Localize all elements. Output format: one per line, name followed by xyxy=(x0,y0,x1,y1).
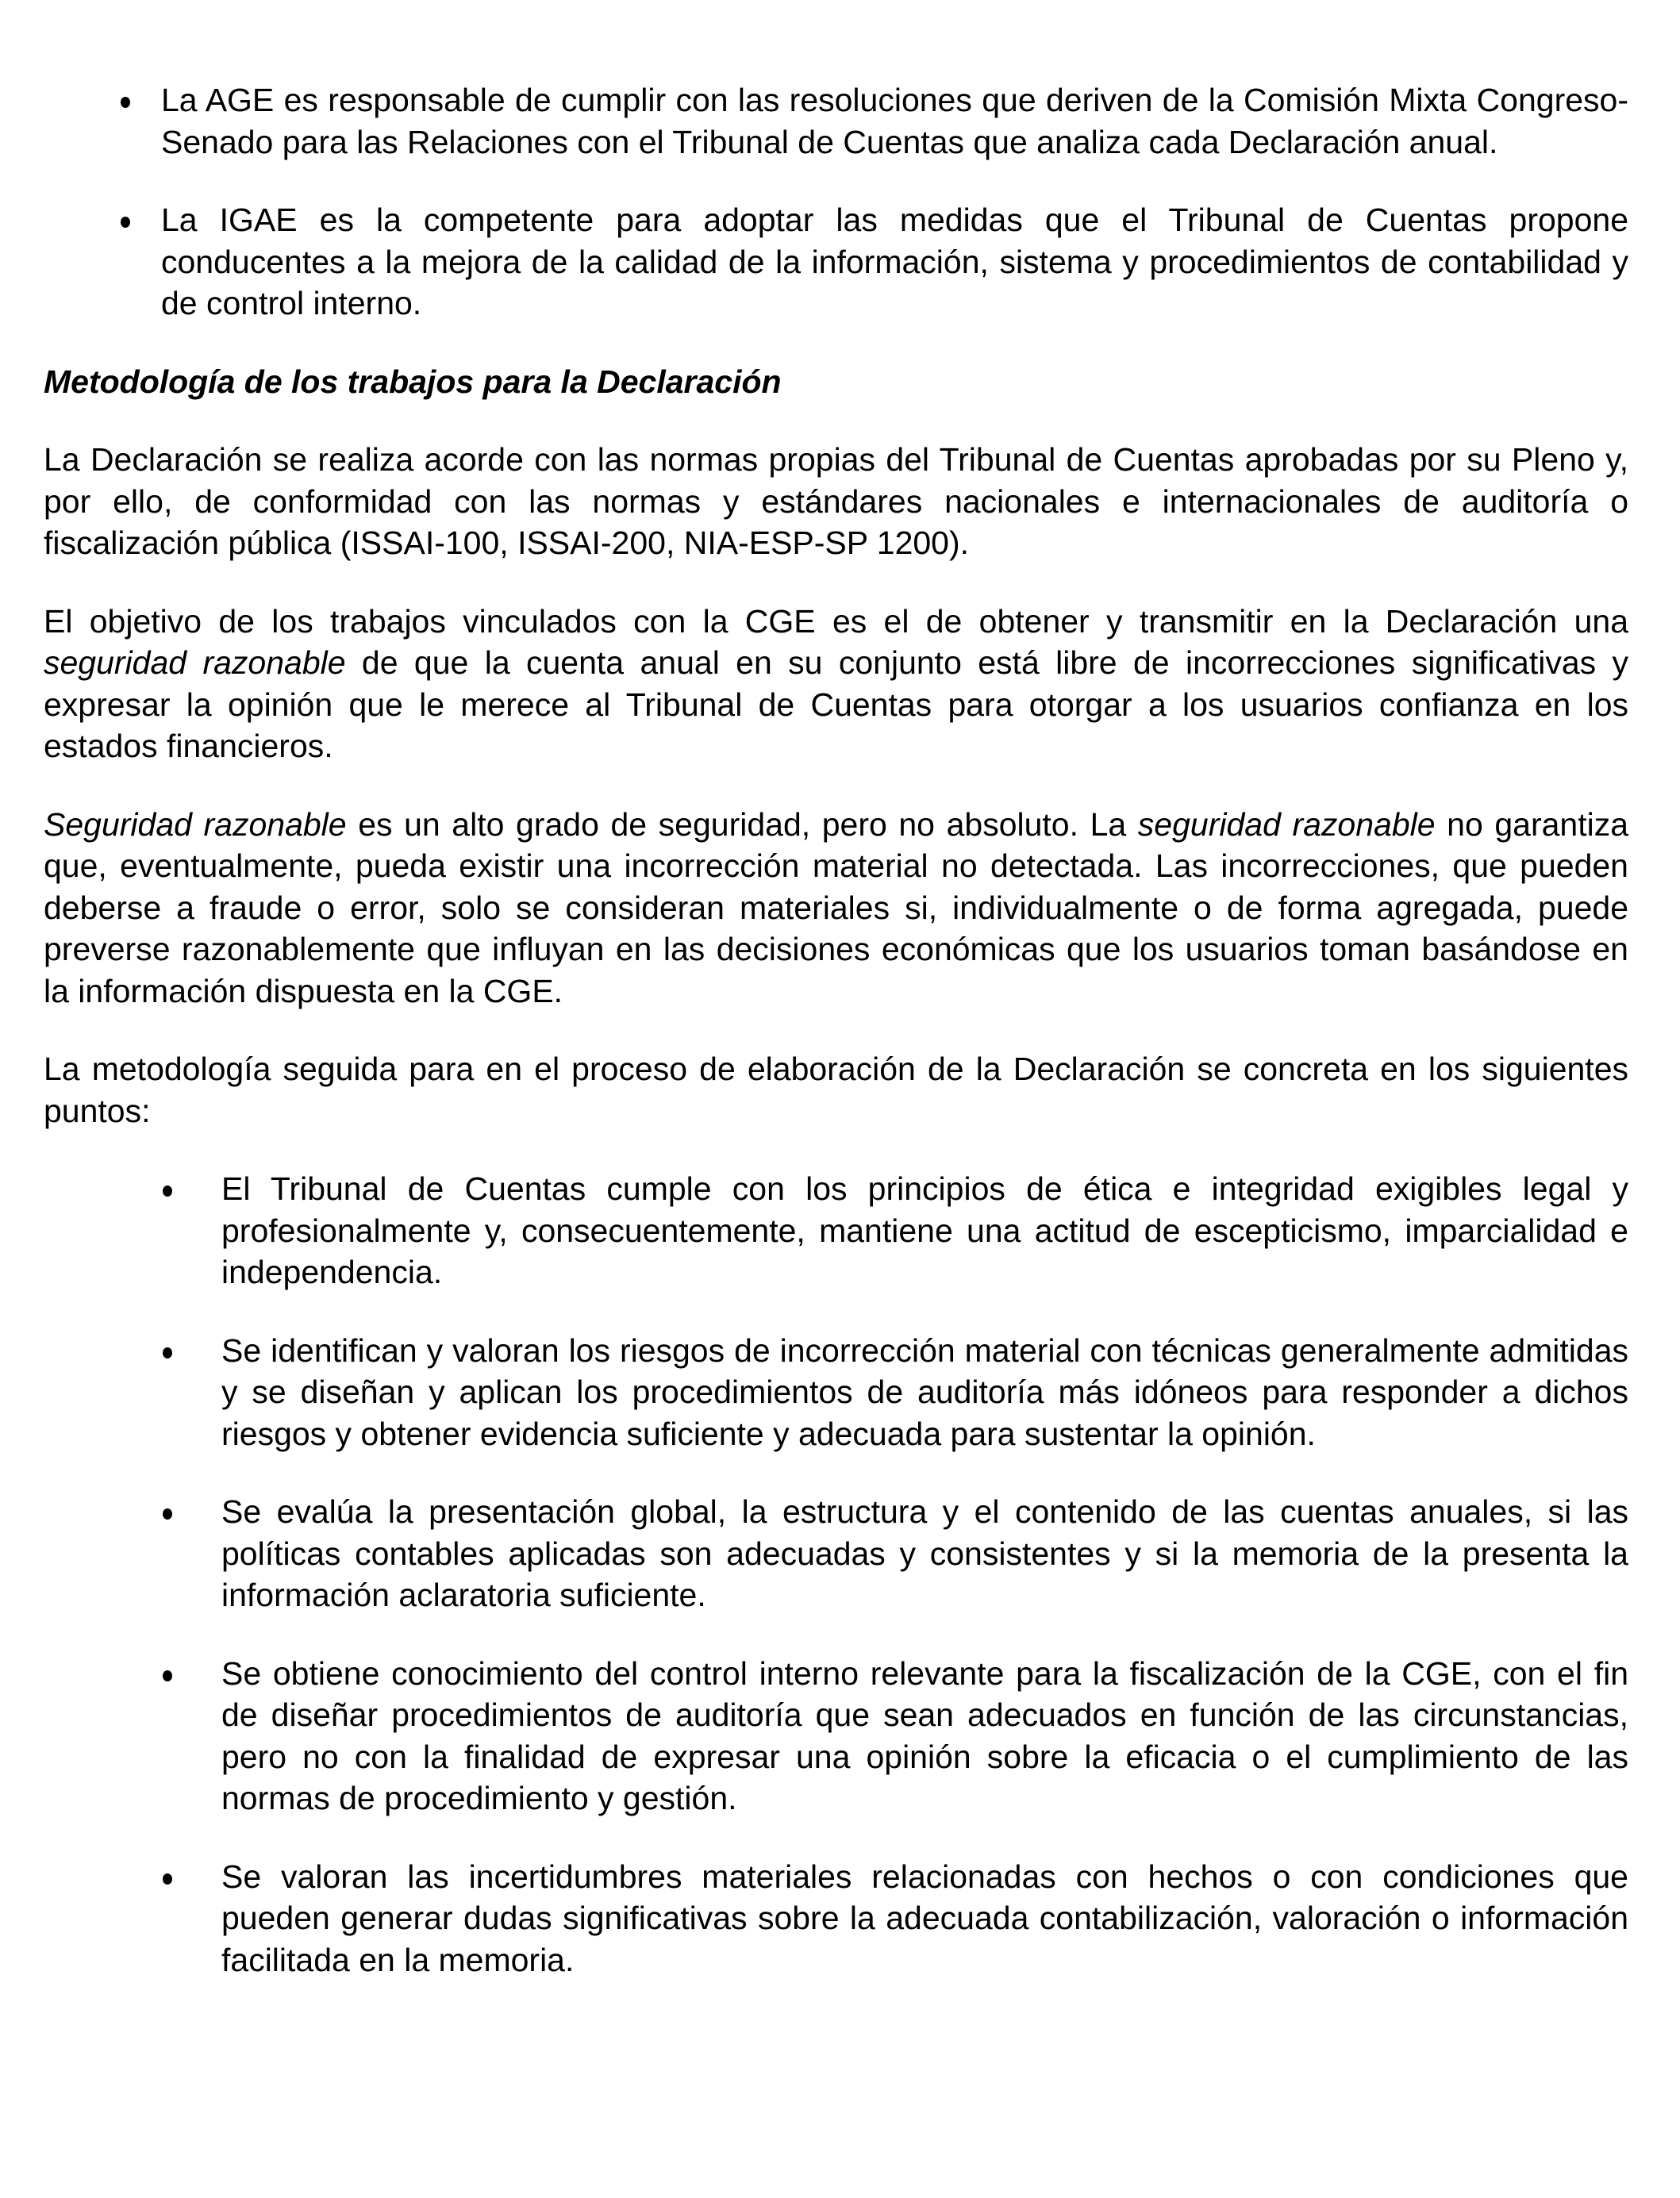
bullet-item-control-interno xyxy=(44,1653,1628,1819)
bullet-icon xyxy=(121,97,130,108)
bullet-text: Se obtiene conocimiento del control interno relevante para la fiscalización de la CGE, con el fin de diseñar procedimientos de auditoría que sean adecuados en función de las circunstancias, pero no con la finalidad de expresar una opinión sobre la eficacia o el cumplimiento de las normas de procedimiento y gestión. xyxy=(221,1654,1628,1816)
emphasis-seguridad-razonable: Seguridad razonable xyxy=(44,805,347,843)
bullet-item-age xyxy=(44,79,1628,163)
bullet-item-incertidumbres xyxy=(44,1856,1628,1981)
emphasis-seguridad-razonable: seguridad razonable xyxy=(1137,805,1436,843)
emphasis-seguridad-razonable: seguridad razonable xyxy=(44,644,346,681)
bullet-text: La IGAE es la competente para adoptar las medidas que el Tribunal de Cuentas propone conducentes a la mejora de la calidad de la información, sistema y procedimientos de contabilidad y de control interno. xyxy=(161,202,1628,321)
text-run: de que la cuenta anual en su conjunto está libre de incorrecciones significativas y expresar la opinión que le merece al Tribunal de Cuentas para otorgar a los usuarios confianza en los estados financieros. xyxy=(44,644,1629,764)
bullet-icon xyxy=(163,1185,172,1197)
text-run: El objetivo de los trabajos vinculados con la CGE es el de obtener y transmitir en la Declaración una xyxy=(44,602,1628,640)
bullet-icon xyxy=(163,1347,172,1358)
intro-bullet-list xyxy=(44,79,1628,325)
text-run: no garantiza que, eventualmente, pueda existir una incorrección material no detectada. Las incorrecciones, que pueden deberse a fraude o error, solo se consideran materiales si, individualmente o de forma agregada, puede preverse razonablemente que influyan en las decisiones económicas que los usuarios toman basándose en la información dispuesta en la CGE. xyxy=(44,805,1629,1009)
bullet-item-igae xyxy=(44,199,1628,325)
method-bullet-list xyxy=(44,1168,1628,1981)
bullet-icon xyxy=(163,1670,172,1681)
bullet-item-etica xyxy=(44,1168,1628,1293)
bullet-item-riesgos xyxy=(44,1330,1628,1455)
paragraph-normas: La Declaración se realiza acorde con las normas propias del Tribunal de Cuentas aprobadas por su Pleno y, por ello, de conformidad con las normas y estándares nacionales e internacionales de auditoría o fiscalización pública (ISSAI-100, ISSAI-200, NIA-ESP-SP 1200). xyxy=(44,441,1628,561)
bullet-icon xyxy=(163,1508,172,1520)
bullet-text: La AGE es responsable de cumplir con las resoluciones que deriven de la Comisión Mixta Congreso-Senado para las Relaciones con el Tribunal de Cuentas que analiza cada Declaración anual. xyxy=(161,82,1628,160)
bullet-icon xyxy=(163,1873,172,1885)
text-run: es un alto grado de seguridad, pero no absoluto. La xyxy=(346,805,1138,843)
bullet-item-presentacion xyxy=(44,1491,1628,1616)
section-heading: Metodología de los trabajos para la Declaración xyxy=(44,363,782,400)
bullet-icon xyxy=(121,217,130,228)
bullet-text: Se identifican y valoran los riesgos de incorrección material con técnicas generalmente admitidas y se diseñan y aplican los procedimientos de auditoría más idóneos para responder a dichos riesgos y obtener evidencia suficiente y adecuada para sustentar la opinión. xyxy=(221,1331,1628,1452)
bullet-text: Se evalúa la presentación global, la estructura y el contenido de las cuentas anuales, si las políticas contables aplicadas son adecuadas y consistentes y si la memoria de la presenta la información aclaratoria suficiente. xyxy=(221,1493,1628,1613)
bullet-text: El Tribunal de Cuentas cumple con los principios de ética e integridad exigibles legal y profesionalmente y, consecuentemente, mantiene una actitud de escepticismo, imparcialidad e independencia. xyxy=(221,1170,1628,1290)
paragraph-objetivo xyxy=(44,601,1628,767)
bullet-text: Se valoran las incertidumbres materiales relacionadas con hechos o con condiciones que pueden generar dudas significativas sobre la adecuada contabilización, valoración o información facilitada en la memoria. xyxy=(221,1858,1628,1978)
document-page xyxy=(44,79,1628,1981)
paragraph-seguridad-razonable xyxy=(44,804,1628,1013)
paragraph-metodologia-intro: La metodología seguida para en el proceso de elaboración de la Declaración se concreta en los siguientes puntos: xyxy=(44,1051,1628,1129)
